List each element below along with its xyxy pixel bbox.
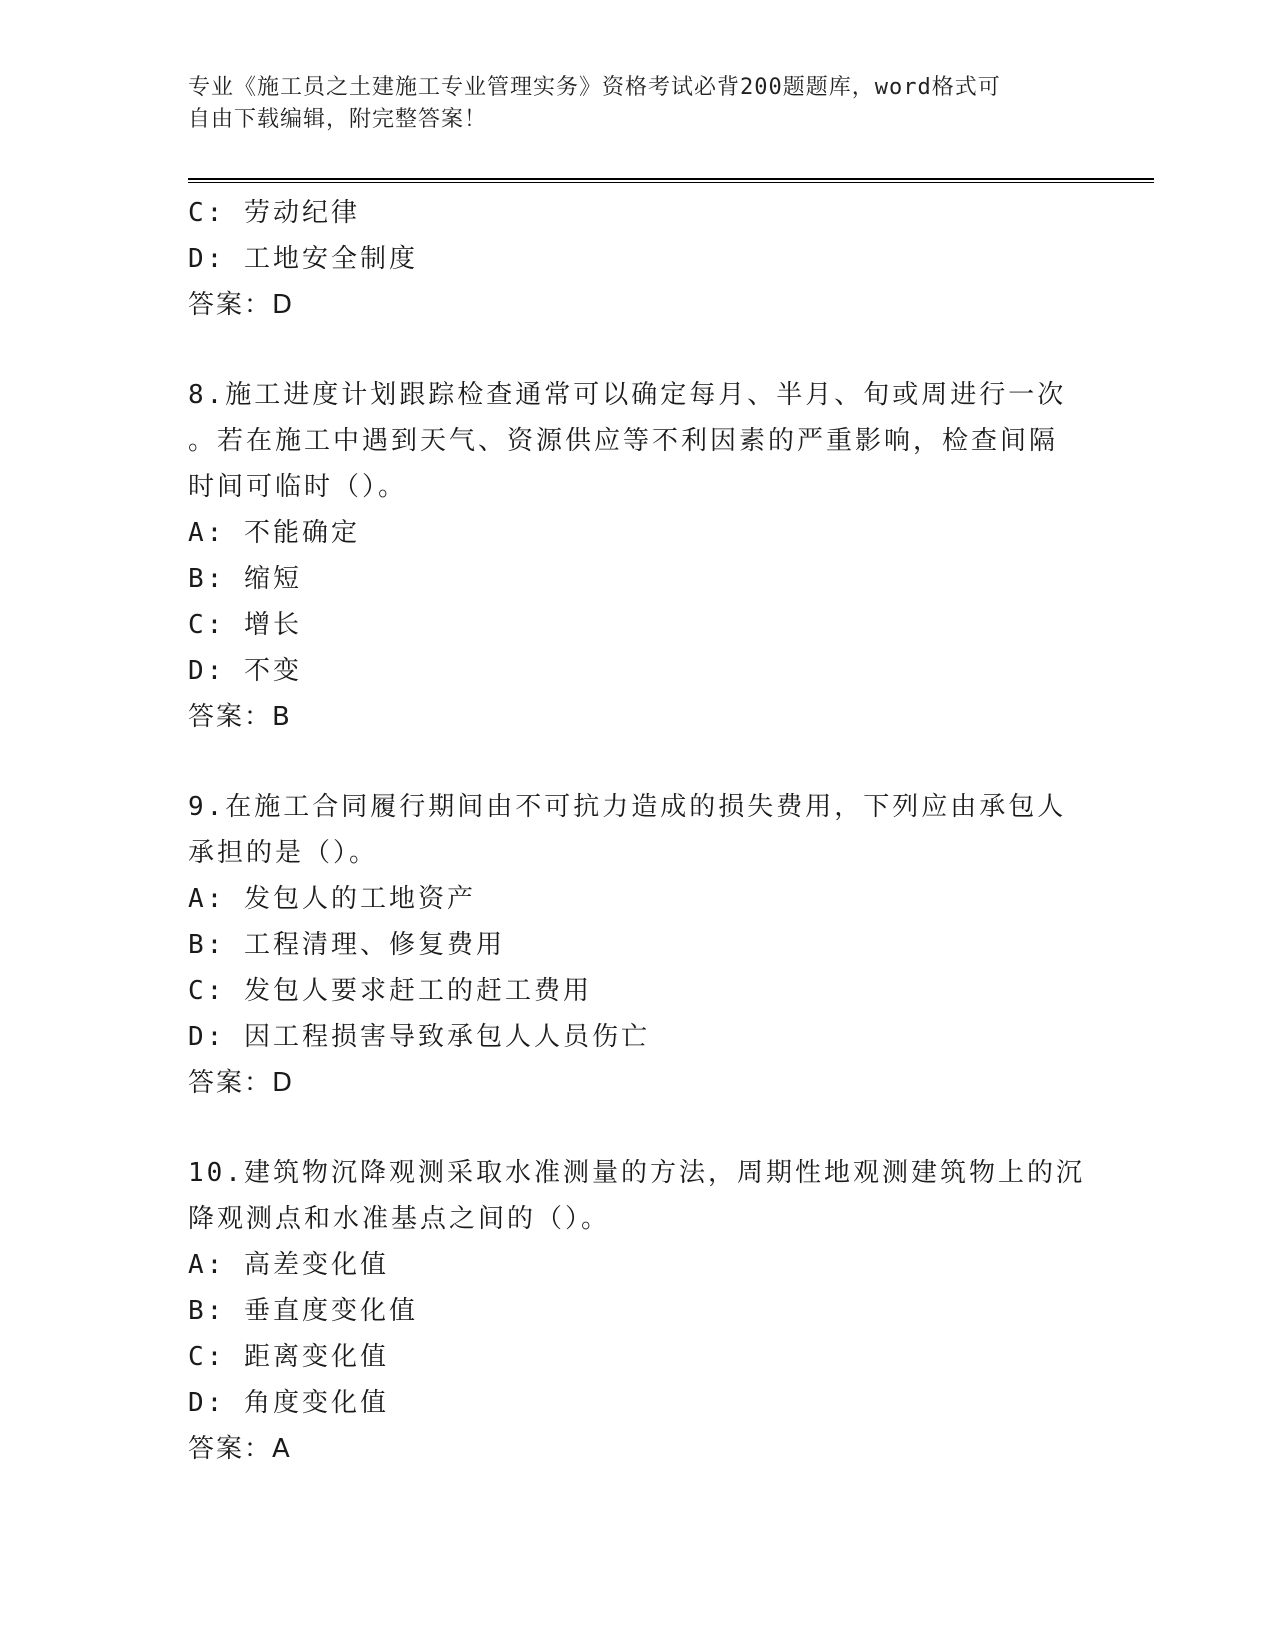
option-letter: A:	[188, 1250, 226, 1280]
option-text: 增长	[243, 610, 302, 640]
option-c	[188, 190, 1088, 236]
question-10	[188, 1150, 1088, 1472]
option-text: 高差变化值	[243, 1250, 389, 1280]
header-line-2: 自由下载编辑，附完整答案！	[188, 107, 488, 132]
option-letter: A:	[188, 518, 226, 548]
header-line-1: 专业《施工员之土建施工专业管理实务》资格考试必背200题题库，word格式可	[188, 75, 1001, 100]
option-text: 垂直度变化值	[243, 1296, 418, 1326]
option-letter: C:	[188, 198, 226, 228]
option-letter: B:	[188, 1296, 226, 1326]
option-letter: D:	[188, 656, 226, 686]
question-text-line: 9.在施工合同履行期间由不可抗力造成的损失费用，下列应由承包人	[188, 792, 1067, 822]
option-a	[188, 510, 1088, 556]
option-c	[188, 968, 1088, 1014]
option-letter: D:	[188, 1388, 226, 1418]
option-letter: D:	[188, 244, 226, 274]
option-text: 因工程损害导致承包人人员伤亡	[243, 1022, 650, 1052]
option-c	[188, 1334, 1088, 1380]
option-letter: B:	[188, 564, 226, 594]
option-b	[188, 556, 1088, 602]
option-b	[188, 922, 1088, 968]
question-content	[188, 190, 1088, 1472]
option-letter: C:	[188, 1342, 226, 1372]
question-text-line: 10.建筑物沉降观测采取水准测量的方法，周期性地观测建筑物上的沉	[188, 1158, 1085, 1188]
answer-line: 答案：D	[188, 1068, 295, 1098]
prev-question-block	[188, 190, 1088, 328]
option-text: 工地安全制度	[243, 244, 418, 274]
question-9	[188, 784, 1088, 1106]
option-a	[188, 1242, 1088, 1288]
option-d	[188, 236, 1088, 282]
option-text: 角度变化值	[243, 1388, 389, 1418]
option-text: 不变	[243, 656, 302, 686]
option-text: 发包人的工地资产	[243, 884, 476, 914]
option-text: 工程清理、修复费用	[243, 930, 505, 960]
answer-line: 答案：A	[188, 1434, 292, 1464]
option-letter: C:	[188, 610, 226, 640]
option-letter: A:	[188, 884, 226, 914]
question-text-line: 。若在施工中遇到天气、资源供应等不利因素的严重影响，检查间隔	[188, 426, 1059, 456]
option-d	[188, 1380, 1088, 1426]
option-letter: C:	[188, 976, 226, 1006]
option-text: 不能确定	[243, 518, 360, 548]
question-text-line: 8.施工进度计划跟踪检查通常可以确定每月、半月、旬或周进行一次	[188, 380, 1067, 410]
option-d	[188, 648, 1088, 694]
option-text: 距离变化值	[243, 1342, 389, 1372]
option-text: 缩短	[243, 564, 302, 594]
question-text-line: 承担的是（）。	[188, 838, 379, 868]
option-text: 劳动纪律	[243, 198, 360, 228]
header-divider	[188, 178, 1154, 183]
option-a	[188, 876, 1088, 922]
option-d	[188, 1014, 1088, 1060]
option-letter: D:	[188, 1022, 226, 1052]
page-header	[188, 72, 1068, 136]
option-text: 发包人要求赶工的赶工费用	[243, 976, 592, 1006]
option-letter: B:	[188, 930, 226, 960]
answer-line: 答案：B	[188, 702, 292, 732]
option-b	[188, 1288, 1088, 1334]
question-8	[188, 372, 1088, 740]
spacer	[188, 328, 1088, 372]
question-text-line: 时间可临时（）。	[188, 472, 408, 502]
spacer	[188, 740, 1088, 784]
option-c	[188, 602, 1088, 648]
spacer	[188, 1106, 1088, 1150]
answer-line: 答案：D	[188, 290, 295, 320]
question-text-line: 降观测点和水准基点之间的（）。	[188, 1204, 611, 1234]
